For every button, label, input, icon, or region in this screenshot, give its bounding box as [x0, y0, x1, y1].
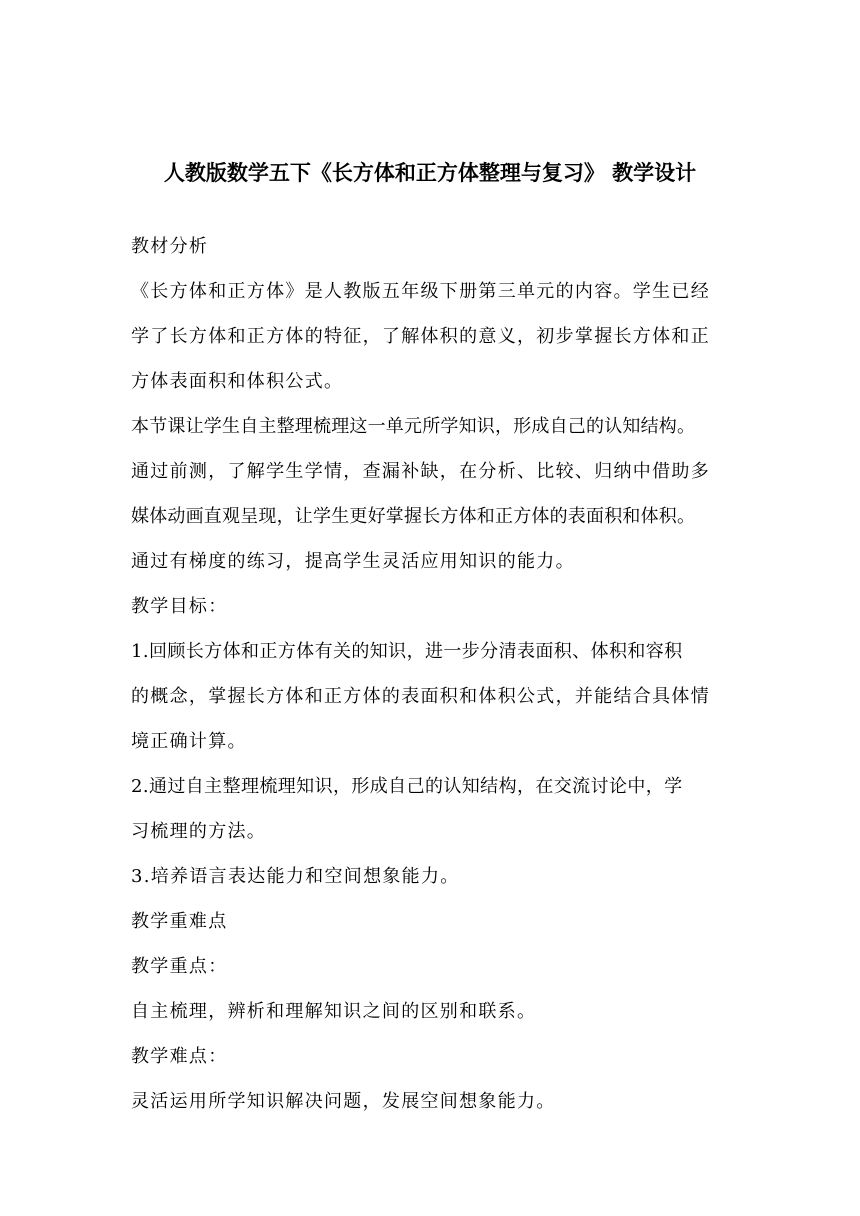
- subheading-key-points: 教学重点：: [131, 956, 228, 977]
- paragraph-line: 通过前测，了解学生学情，查漏补缺，在分析、比较、归纳中借助多: [131, 461, 710, 482]
- paragraph-line: 本节课让学生自主整理梳理这一单元所学知识，形成自己的认知结构。: [131, 416, 696, 437]
- section-heading-teaching-goals: 教学目标：: [131, 596, 228, 617]
- subheading-difficulties: 教学难点：: [131, 1046, 228, 1067]
- paragraph-line: 《长方体和正方体》是人教版五年级下册第三单元的内容。学生已经: [131, 281, 710, 302]
- section-heading-textbook-analysis: 教材分析: [131, 236, 209, 257]
- paragraph-line: 学了长方体和正方体的特征，了解体积的意义，初步掌握长方体和正: [131, 326, 710, 347]
- paragraph-line: 通过有梯度的练习，提高学生灵活应用知识的能力。: [131, 551, 575, 572]
- section-heading-key-difficulties: 教学重难点: [131, 911, 228, 932]
- paragraph-line: 媒体动画直观呈现，让学生更好掌握长方体和正方体的表面积和体积。: [131, 506, 696, 527]
- paragraph-line: 自主梳理，辨析和理解知识之间的区别和联系。: [131, 1001, 537, 1022]
- goal-item-2: 2.通过自主整理梳理知识，形成自己的认知结构，在交流讨论中，学: [131, 776, 683, 797]
- document-title: 人教版数学五下《长方体和正方体整理与复习》 教学设计: [163, 161, 697, 185]
- paragraph-line: 灵活运用所学知识解决问题，发展空间想象能力。: [131, 1091, 556, 1112]
- paragraph-line: 境正确计算。: [131, 731, 247, 752]
- goal-item-1: 1.回顾长方体和正方体有关的知识，进一步分清表面积、体积和容积: [131, 641, 683, 662]
- document-body: [131, 224, 747, 1124]
- goal-item-3: 3.培养语言表达能力和空间想象能力。: [131, 866, 460, 887]
- paragraph-line: 习梳理的方法。: [131, 821, 267, 842]
- paragraph-line: 方体表面积和体积公式。: [131, 371, 344, 392]
- paragraph-line: 的概念，掌握长方体和正方体的表面积和体积公式，并能结合具体情: [131, 686, 710, 707]
